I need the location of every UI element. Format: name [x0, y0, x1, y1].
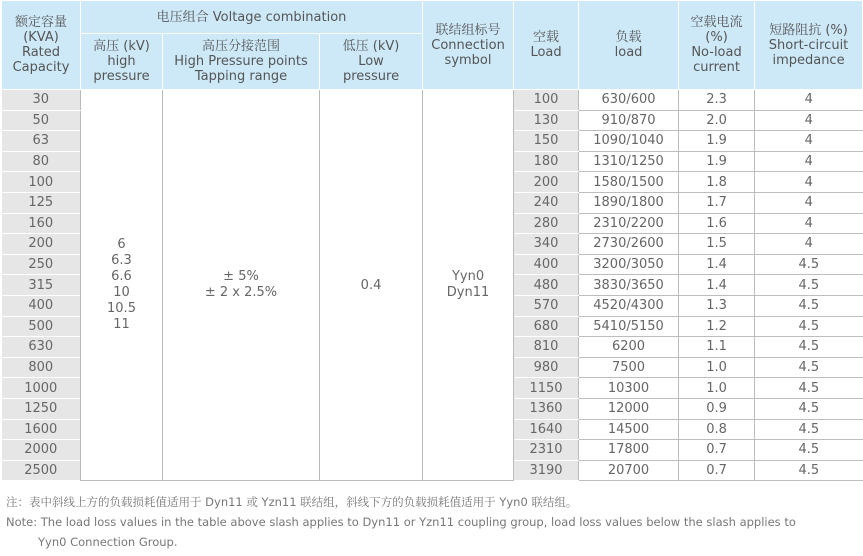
no-load-loss-cell: 680 [514, 316, 579, 337]
impedance-cell: 4 [755, 213, 863, 234]
capacity-cell: 200 [2, 234, 81, 255]
load-loss-cell: 14500 [579, 419, 679, 440]
high-voltage-value: 6.3 [111, 253, 132, 269]
load-loss-cell: 4520/4300 [579, 295, 679, 316]
load-loss-cell: 3830/3650 [579, 275, 679, 296]
impedance-cell: 4 [755, 151, 863, 172]
header-rated-capacity: 额定容量 (KVA) Rated Capacity [2, 1, 81, 90]
impedance-cell: 4.5 [755, 440, 863, 461]
capacity-cell: 2000 [2, 440, 81, 461]
no-load-loss-cell: 2310 [514, 440, 579, 461]
impedance-cell: 4.5 [755, 378, 863, 399]
low-voltage-value: 0.4 [320, 90, 423, 481]
capacity-cell: 1000 [2, 378, 81, 399]
no-load-loss-cell: 400 [514, 254, 579, 275]
no-load-loss-cell: 280 [514, 213, 579, 234]
capacity-cell: 2500 [2, 460, 81, 481]
no-load-loss-cell: 3190 [514, 460, 579, 481]
load-loss-cell: 6200 [579, 337, 679, 358]
load-loss-cell: 1580/1500 [579, 172, 679, 193]
capacity-cell: 160 [2, 213, 81, 234]
no-load-loss-cell: 480 [514, 275, 579, 296]
header-load-loss: 负载 load [579, 1, 679, 90]
capacity-cell: 250 [2, 254, 81, 275]
no-load-current-cell: 0.8 [679, 419, 755, 440]
capacity-cell: 80 [2, 151, 81, 172]
impedance-cell: 4 [755, 110, 863, 131]
impedance-cell: 4.5 [755, 295, 863, 316]
load-loss-cell: 1890/1800 [579, 192, 679, 213]
impedance-cell: 4.5 [755, 419, 863, 440]
no-load-loss-cell: 1150 [514, 378, 579, 399]
transformer-spec-table [1, 0, 863, 481]
high-voltage-value: 11 [113, 317, 130, 333]
table-body [2, 90, 863, 481]
header-connection-symbol: 联结组标号 Connection symbol [423, 1, 514, 90]
capacity-cell: 800 [2, 357, 81, 378]
high-voltage-values [81, 90, 163, 481]
load-loss-cell: 20700 [579, 460, 679, 481]
no-load-current-cell: 1.2 [679, 316, 755, 337]
impedance-cell: 4 [755, 90, 863, 111]
no-load-current-cell: 0.7 [679, 440, 755, 461]
tapping-range-values [163, 90, 320, 481]
no-load-current-cell: 0.7 [679, 460, 755, 481]
load-loss-cell: 7500 [579, 357, 679, 378]
capacity-cell: 400 [2, 295, 81, 316]
no-load-current-cell: 1.1 [679, 337, 755, 358]
no-load-loss-cell: 810 [514, 337, 579, 358]
tapping-range-value: ± 2 x 2.5% [204, 285, 278, 301]
high-voltage-value: 6 [117, 237, 126, 253]
table-notes [6, 492, 861, 552]
high-voltage-value: 10 [113, 285, 130, 301]
no-load-loss-cell: 570 [514, 295, 579, 316]
header-low-voltage: 低压 (kV) Low pressure [320, 34, 423, 90]
impedance-cell: 4 [755, 172, 863, 193]
load-loss-cell: 2730/2600 [579, 234, 679, 255]
impedance-cell: 4 [755, 192, 863, 213]
header-voltage-combination: 电压组合 Voltage combination [81, 1, 423, 34]
impedance-cell: 4.5 [755, 357, 863, 378]
impedance-cell: 4.5 [755, 275, 863, 296]
no-load-current-cell: 1.9 [679, 131, 755, 152]
no-load-loss-cell: 100 [514, 90, 579, 111]
impedance-cell: 4.5 [755, 460, 863, 481]
capacity-cell: 500 [2, 316, 81, 337]
load-loss-cell: 1090/1040 [579, 131, 679, 152]
header-high-voltage: 高压 (kV) high pressure [81, 34, 163, 90]
impedance-cell: 4 [755, 131, 863, 152]
header-no-load-current: 空载电流 (%) No-load current [679, 1, 755, 90]
load-loss-cell: 2310/2200 [579, 213, 679, 234]
no-load-current-cell: 1.3 [679, 295, 755, 316]
no-load-loss-cell: 180 [514, 151, 579, 172]
capacity-cell: 63 [2, 131, 81, 152]
capacity-cell: 630 [2, 337, 81, 358]
no-load-loss-cell: 1640 [514, 419, 579, 440]
no-load-current-cell: 1.6 [679, 213, 755, 234]
header-short-circuit-impedance: 短路阻抗 (%) Short-circuit impedance [755, 1, 863, 90]
load-loss-cell: 5410/5150 [579, 316, 679, 337]
capacity-cell: 315 [2, 275, 81, 296]
load-loss-cell: 10300 [579, 378, 679, 399]
capacity-cell: 30 [2, 90, 81, 111]
tapping-range-value: ± 5% [223, 269, 259, 285]
no-load-current-cell: 2.3 [679, 90, 755, 111]
capacity-cell: 50 [2, 110, 81, 131]
no-load-loss-cell: 1360 [514, 398, 579, 419]
header-no-load-loss: 空载 Load [514, 1, 579, 90]
load-loss-cell: 3200/3050 [579, 254, 679, 275]
note-english-continued: Yyn0 Connection Group. [38, 535, 178, 549]
load-loss-cell: 1310/1250 [579, 151, 679, 172]
no-load-current-cell: 1.4 [679, 275, 755, 296]
no-load-current-cell: 1.8 [679, 172, 755, 193]
connection-symbol-value: Yyn0 [451, 269, 485, 285]
high-voltage-value: 6.6 [111, 269, 132, 285]
load-loss-cell: 910/870 [579, 110, 679, 131]
no-load-loss-cell: 200 [514, 172, 579, 193]
no-load-current-cell: 1.0 [679, 378, 755, 399]
capacity-cell: 125 [2, 192, 81, 213]
impedance-cell: 4.5 [755, 254, 863, 275]
no-load-current-cell: 2.0 [679, 110, 755, 131]
load-loss-cell: 12000 [579, 398, 679, 419]
capacity-cell: 100 [2, 172, 81, 193]
load-loss-cell: 630/600 [579, 90, 679, 111]
no-load-loss-cell: 980 [514, 357, 579, 378]
impedance-cell: 4.5 [755, 316, 863, 337]
no-load-current-cell: 1.9 [679, 151, 755, 172]
capacity-cell: 1250 [2, 398, 81, 419]
note-chinese: 注：表中斜线上方的负载损耗值适用于 Dyn11 或 Yzn11 联结组，斜线下方的负载损耗值适用于 Yyn0 联结组。 [6, 495, 578, 509]
load-loss-cell: 17800 [579, 440, 679, 461]
no-load-current-cell: 1.5 [679, 234, 755, 255]
no-load-current-cell: 1.4 [679, 254, 755, 275]
no-load-loss-cell: 150 [514, 131, 579, 152]
capacity-cell: 1600 [2, 419, 81, 440]
table-row [2, 90, 863, 111]
no-load-current-cell: 1.7 [679, 192, 755, 213]
impedance-cell: 4.5 [755, 398, 863, 419]
connection-symbol-values [423, 90, 514, 481]
note-english: Note: The load loss values in the table above slash applies to Dyn11 or Yzn11 coupling group, load loss values below the slash applies to [6, 515, 796, 529]
no-load-loss-cell: 240 [514, 192, 579, 213]
connection-symbol-value: Dyn11 [446, 285, 490, 301]
high-voltage-value: 10.5 [107, 301, 136, 317]
impedance-cell: 4 [755, 234, 863, 255]
impedance-cell: 4.5 [755, 337, 863, 358]
no-load-current-cell: 1.0 [679, 357, 755, 378]
no-load-loss-cell: 130 [514, 110, 579, 131]
no-load-current-cell: 0.9 [679, 398, 755, 419]
header-tapping-range: 高压分接范围 High Pressure points Tapping range [163, 34, 320, 90]
no-load-loss-cell: 340 [514, 234, 579, 255]
